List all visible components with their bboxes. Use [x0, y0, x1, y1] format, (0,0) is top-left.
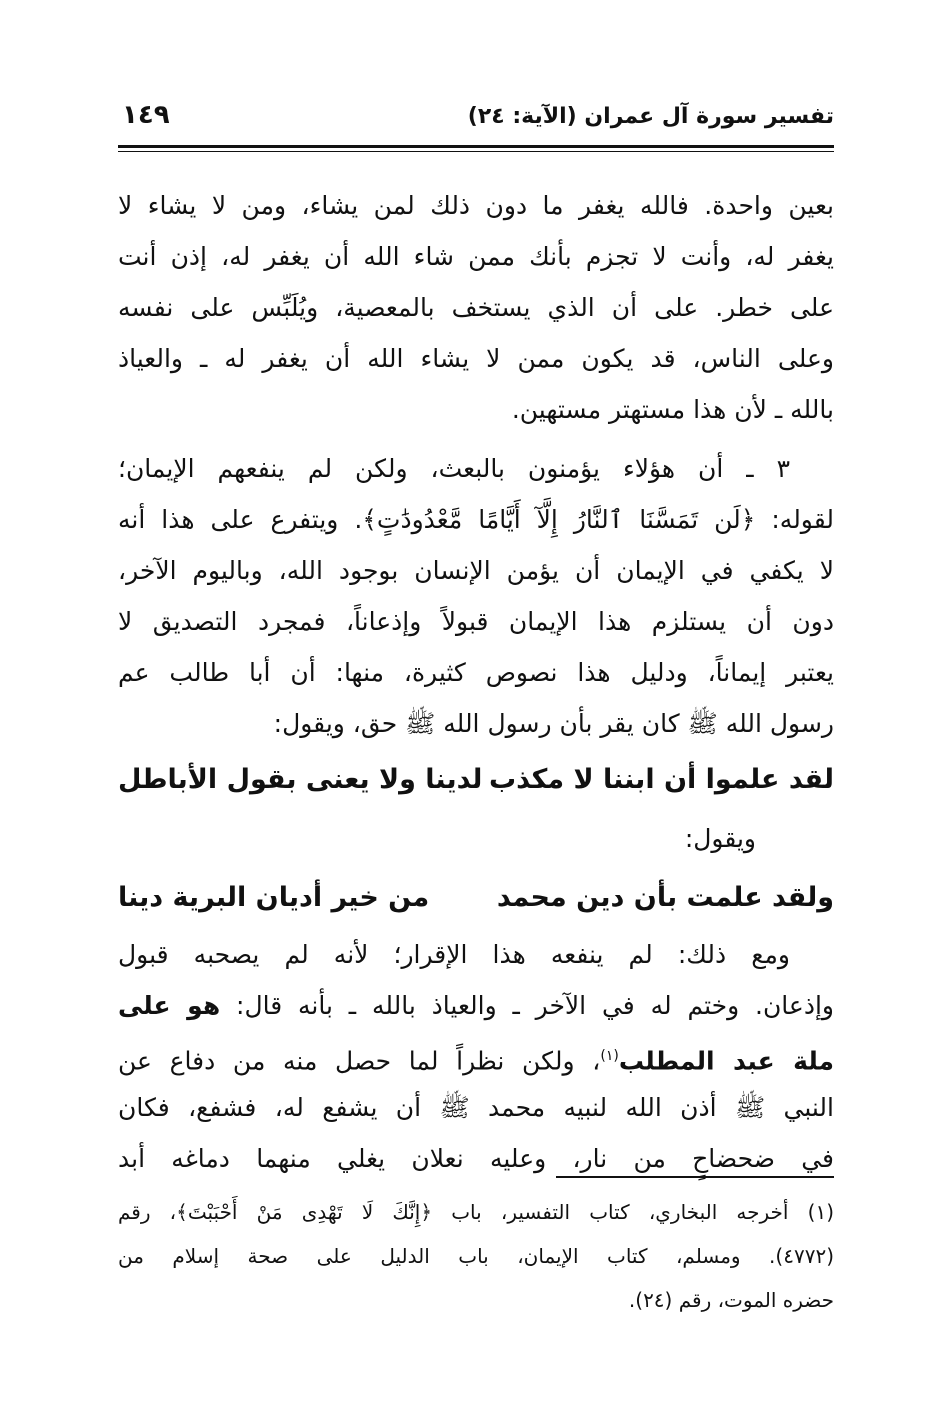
text-line	[118, 1031, 834, 1082]
verse-intro: ويقول:	[684, 824, 756, 853]
footnote-marker[interactable]: (١)	[600, 1048, 619, 1064]
main-text	[118, 180, 834, 1184]
verse-second-hemistich: من خير أديان البرية دينا	[118, 882, 430, 913]
text-line: ٣ ـ أن هؤلاء يؤمنون بالبعث، ولكن لم ينفعهم الإيمان؛	[118, 454, 790, 483]
text-line: لا يكفي في الإيمان أن يؤمن الإنسان بوجود الله، وباليوم الآخر،	[118, 556, 834, 585]
footnote-line: (١) أخرجه البخاري، كتاب التفسير، باب ﴿إِنَّكَ لَا تَهْدِى مَنْ أَحْبَبْتَ﴾، رقم	[118, 1200, 834, 1224]
text-line	[118, 980, 834, 1031]
text-line: على خطر. على أن الذي يستخف بالمعصية، ويُلَبِّس على نفسه	[118, 293, 834, 322]
text-line: يغفر له، وأنت لا تجزم بأنك ممن شاء الله أن يغفر له، إذن أنت	[118, 242, 834, 271]
verse-first-hemistich: لقد علموا أن ابننا لا مكذب	[488, 764, 834, 795]
poetry-verse-1	[118, 749, 834, 811]
verse-second-hemistich: لدينا ولا يعنى بقول الأباطل	[118, 764, 483, 795]
paragraph-2	[118, 443, 834, 749]
header-rule-thick	[118, 145, 834, 148]
paragraph-3	[118, 929, 834, 1184]
text-line: بالله ـ لأن هذا مستهتر مستهين.	[511, 395, 834, 424]
header-rule-thin	[118, 151, 834, 152]
text-segment: وإذعان. وختم له في الآخر ـ والعياذ بالله ـ بأنه قال:	[220, 991, 834, 1020]
text-line: لقوله: ﴿لَن تَمَسَّنَا ٱلنَّارُ إِلَّآ أَيَّامًا مَّعْدُودَٰتٍ﴾. ويتفرع على هذا أنه	[118, 505, 834, 534]
paragraph-1	[118, 180, 834, 435]
footnotes	[118, 1190, 834, 1322]
text-line: يعتبر إيماناً، ودليل هذا نصوص كثيرة، منها: أن أبا طالب عم	[118, 658, 834, 687]
text-line: في ضحضاحٍ من نار، وعليه نعلان يغلي منهما دماغه أبد	[118, 1144, 834, 1173]
text-line: رسول الله ﷺ كان يقر بأن رسول الله ﷺ حق، ويقول:	[273, 709, 834, 738]
verse-first-hemistich: ولقد علمت بأن دين محمد	[496, 882, 834, 913]
text-line: النبي ﷺ أذن الله لنبيه محمد ﷺ أن يشفع له، فشفع، فكان	[118, 1093, 834, 1122]
bold-text: ملة عبد المطلب	[618, 1046, 834, 1076]
text-line: وعلى الناس، قد يكون ممن لا يشاء الله أن يغفر له ـ والعياذ	[118, 344, 834, 373]
text-line: دون أن يستلزم هذا الإيمان قبولاً وإذعاناً، فمجرد التصديق لا	[118, 607, 834, 636]
page-header	[118, 100, 834, 144]
page-number: ١٤٩	[122, 100, 170, 130]
text-line: ومع ذلك: لم ينفعه هذا الإقرار؛ لأنه لم يصحبه قبول	[118, 940, 790, 969]
footnote-line: (٤٧٧٢). ومسلم، كتاب الإيمان، باب الدليل على صحة إسلام من	[118, 1244, 834, 1268]
text-segment: ، ولكن نظراً لما حصل منه من دفاع عن	[118, 1046, 601, 1076]
bold-text: هو على	[118, 991, 221, 1020]
poetry-verse-2	[118, 867, 834, 929]
running-title: تفسير سورة آل عمران (الآية: ٢٤)	[467, 104, 834, 129]
footnote-separator	[556, 1176, 834, 1178]
paragraph-gap	[118, 435, 834, 443]
text-line: بعين واحدة. فالله يغفر ما دون ذلك لمن يشاء، ومن لا يشاء لا	[118, 191, 834, 220]
footnote-line: حضره الموت، رقم (٢٤).	[628, 1288, 834, 1312]
